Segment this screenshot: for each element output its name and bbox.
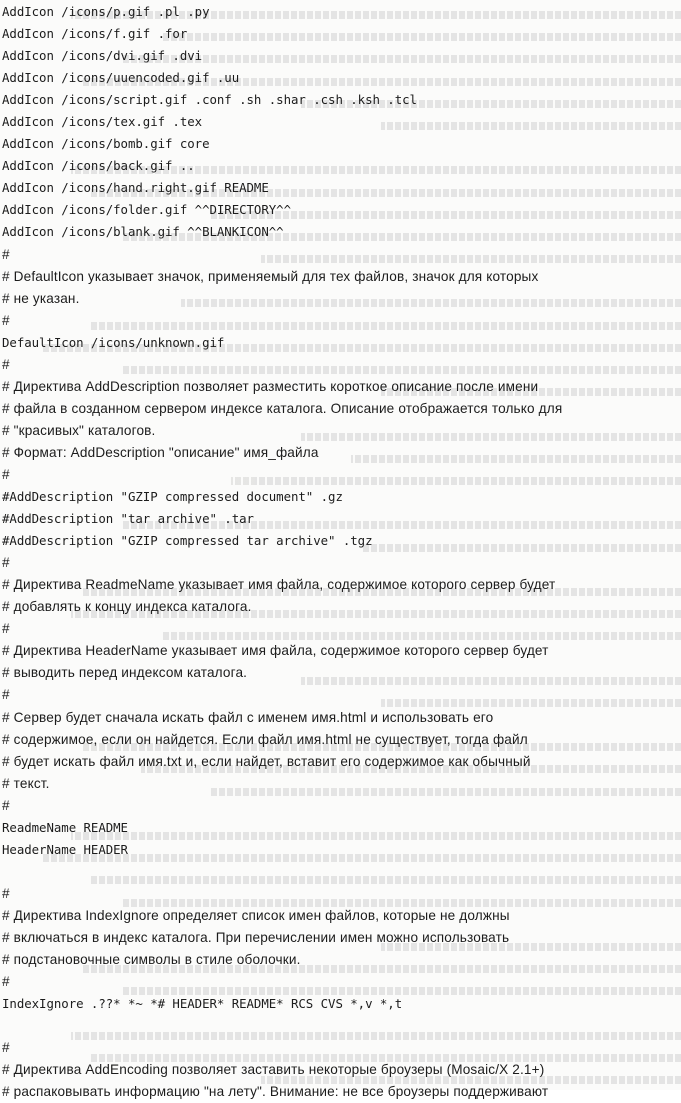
code-line: AddIcon /icons/folder.gif ^^DIRECTORY^^ <box>2 202 291 218</box>
code-line: #AddDescription "tar archive" .tar <box>2 511 254 527</box>
comment-line: # выводить перед индексом каталога. <box>2 665 248 681</box>
config-listing <box>2 1 678 1100</box>
comment-line: # <box>2 885 10 901</box>
comment-line: # файла в созданном сервером индексе каталога. Описание отображается только для <box>2 400 563 416</box>
comment-line: # Директива AddDescription позволяет разместить короткое описание после имени <box>2 378 539 394</box>
blank-line <box>2 1015 678 1037</box>
comment-line: # "красивых" каталогов. <box>2 422 156 438</box>
code-line: AddIcon /icons/p.gif .pl .py <box>2 4 210 19</box>
comment-line: # Директива AddEncoding позволяет заставить некоторые броузеры (Mosaic/X 2.1+) <box>2 1062 545 1078</box>
comment-line: # <box>2 1040 10 1056</box>
code-line: AddIcon /icons/back.gif .. <box>2 158 195 174</box>
code-line: AddIcon /icons/hand.right.gif README <box>2 180 269 196</box>
comment-line: # не указан. <box>2 290 80 306</box>
comment-line: # <box>2 621 10 637</box>
comment-line: # Формат: AddDescription "описание" имя_файла <box>2 444 319 460</box>
comment-line: # DefaultIcon указывает значок, применяемый для тех файлов, значок для которых <box>2 268 539 284</box>
code-line: #AddDescription "GZIP compressed document" .gz <box>2 489 343 505</box>
comment-line: # включаться в индекс каталога. При перечислении имен можно использовать <box>2 929 510 945</box>
comment-line: # <box>2 797 10 813</box>
comment-line: # содержимое, если он найдется. Если файл имя.html не существует, тогда файл <box>2 731 528 747</box>
comment-line: # распаковывать информацию "на лету". Внимание: не все броузеры поддерживают <box>2 1084 549 1100</box>
code-line: HeaderName HEADER <box>2 841 128 857</box>
comment-line: # будет искать файл имя.txt и, если найдет, вставит его содержимое как обычный <box>2 753 531 769</box>
comment-line: # Директива ReadmeName указывает имя файла, содержимое которого сервер будет <box>2 577 556 593</box>
comment-line: # <box>2 466 10 482</box>
comment-line: # добавлять к концу индекса каталога. <box>2 599 252 615</box>
code-line: AddIcon /icons/script.gif .conf .sh .shar .csh .ksh .tcl <box>2 92 417 108</box>
comment-line: # <box>2 356 10 372</box>
comment-line: # текст. <box>2 775 50 791</box>
comment-line: # <box>2 555 10 571</box>
comment-line: # <box>2 246 10 262</box>
comment-line: # подстановочные символы в стиле оболочки. <box>2 952 301 968</box>
code-line: IndexIgnore .??* *~ *# HEADER* README* RCS CVS *,v *,t <box>2 996 403 1012</box>
code-line: AddIcon /icons/bomb.gif core <box>2 136 210 152</box>
code-line: AddIcon /icons/dvi.gif .dvi <box>2 48 203 64</box>
comment-line: # <box>2 974 10 990</box>
comment-line: # Директива HeaderName указывает имя файла, содержимое которого сервер будет <box>2 643 549 659</box>
code-line: AddIcon /icons/f.gif .for <box>2 26 188 42</box>
comment-line: # <box>2 312 10 328</box>
code-line: ReadmeName README <box>2 819 128 835</box>
code-line: AddIcon /icons/uuencoded.gif .uu <box>2 70 240 86</box>
code-line: AddIcon /icons/tex.gif .tex <box>2 114 203 130</box>
code-line: #AddDescription "GZIP compressed tar archive" .tgz <box>2 533 373 549</box>
comment-line: # Директива IndexIgnore определяет список имен файлов, которые не должны <box>2 907 510 923</box>
comment-line: # Сервер будет сначала искать файл с именем имя.html и использовать его <box>2 709 494 725</box>
code-line: AddIcon /icons/blank.gif ^^BLANKICON^^ <box>2 224 284 240</box>
code-line: DefaultIcon /icons/unknown.gif <box>2 334 225 350</box>
comment-line: # <box>2 687 10 703</box>
blank-line <box>2 861 678 883</box>
